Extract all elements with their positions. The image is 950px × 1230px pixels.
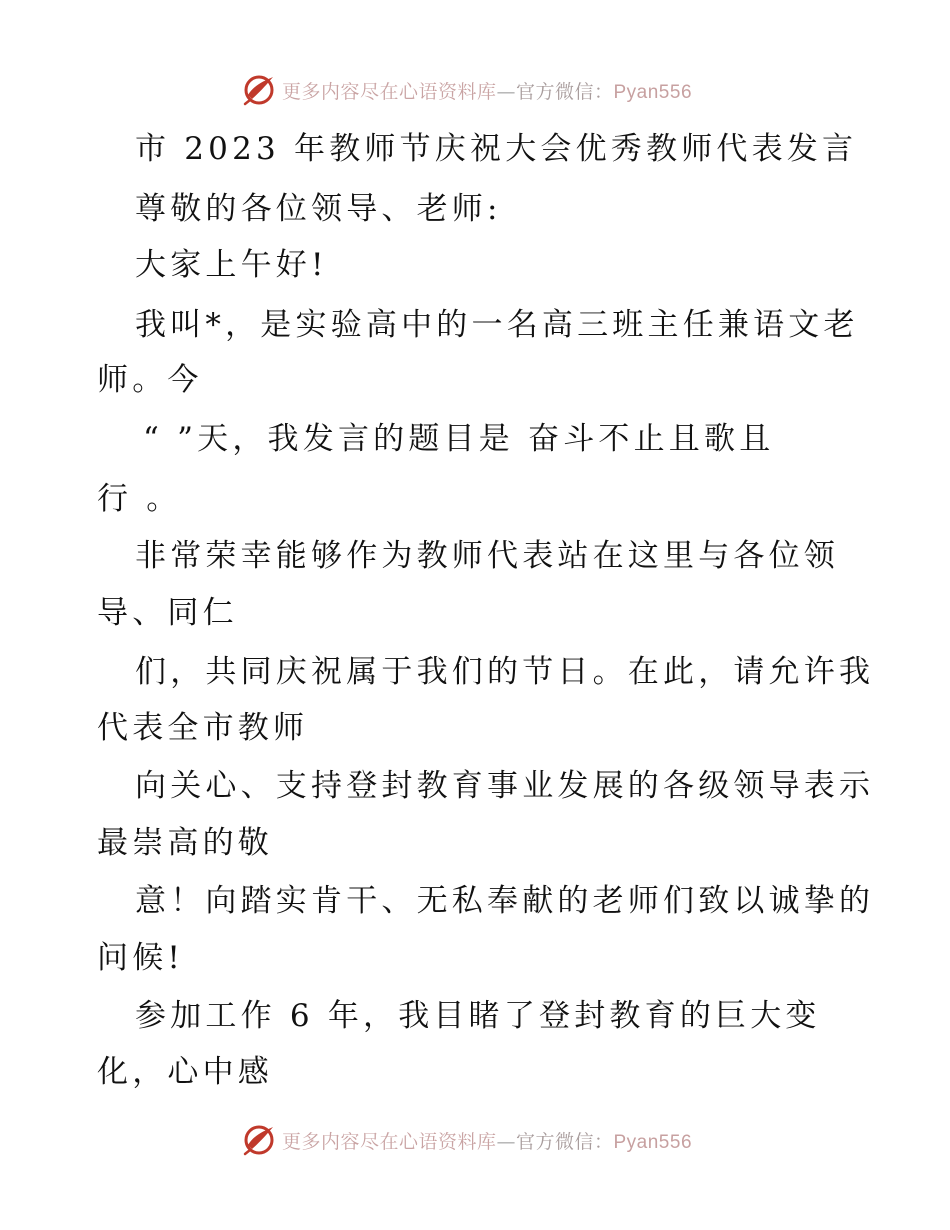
banner-main-text: 更多内容尽在心语资料库 — [281, 1130, 497, 1153]
banner-separator: — — [496, 80, 516, 103]
paragraph-line: 非常荣幸能够作为教师代表站在这里与各位领 — [135, 538, 839, 574]
paragraph-line: 导、同仁 — [97, 595, 238, 631]
paragraph-line: 师。今 — [97, 362, 203, 398]
banner-official-label: 官方微信： — [515, 80, 614, 103]
paragraph-line: 我叫*，是实验高中的一名高三班主任兼语文老 — [135, 307, 859, 343]
banner-handle: Pyan556 — [613, 81, 693, 103]
banner-official-label: 官方微信： — [515, 1130, 614, 1153]
paragraph-line: 问候! — [97, 940, 185, 976]
paragraph-line: 最崇高的敬 — [97, 825, 273, 861]
paragraph-line: 向关心、支持登封教育事业发展的各级领导表示 — [135, 768, 875, 804]
banner-main-text: 更多内容尽在心语资料库 — [281, 80, 497, 103]
paragraph-line: 大家上午好! — [135, 247, 328, 283]
pen-in-circle-logo-icon — [242, 1123, 276, 1157]
paragraph-line: 代表全市教师 — [97, 710, 309, 746]
pen-in-circle-logo-icon — [242, 73, 276, 107]
paragraph-line: “ ”天，我发言的题目是 奋斗不止且歌且 — [143, 421, 775, 457]
paragraph-line: 们，共同庆祝属于我们的节日。在此，请允许我 — [135, 654, 875, 690]
header-banner — [0, 68, 950, 112]
footer-banner-content — [242, 1123, 692, 1157]
header-banner-content — [242, 73, 692, 107]
paragraph-line: 行 。 — [97, 481, 182, 517]
paragraph-line: 化，心中感 — [97, 1054, 273, 1090]
paragraph-line: 尊敬的各位领导、老师: — [135, 191, 502, 227]
banner-handle: Pyan556 — [613, 1131, 693, 1153]
banner-separator: — — [496, 1130, 516, 1153]
footer-banner — [0, 1118, 950, 1162]
paragraph-line: 意！向踏实肯干、无私奉献的老师们致以诚挚的 — [135, 883, 875, 919]
document-title: 市 2023 年教师节庆祝大会优秀教师代表发言 — [135, 131, 858, 167]
paragraph-line: 参加工作 6 年，我目睹了登封教育的巨大变 — [135, 998, 821, 1034]
